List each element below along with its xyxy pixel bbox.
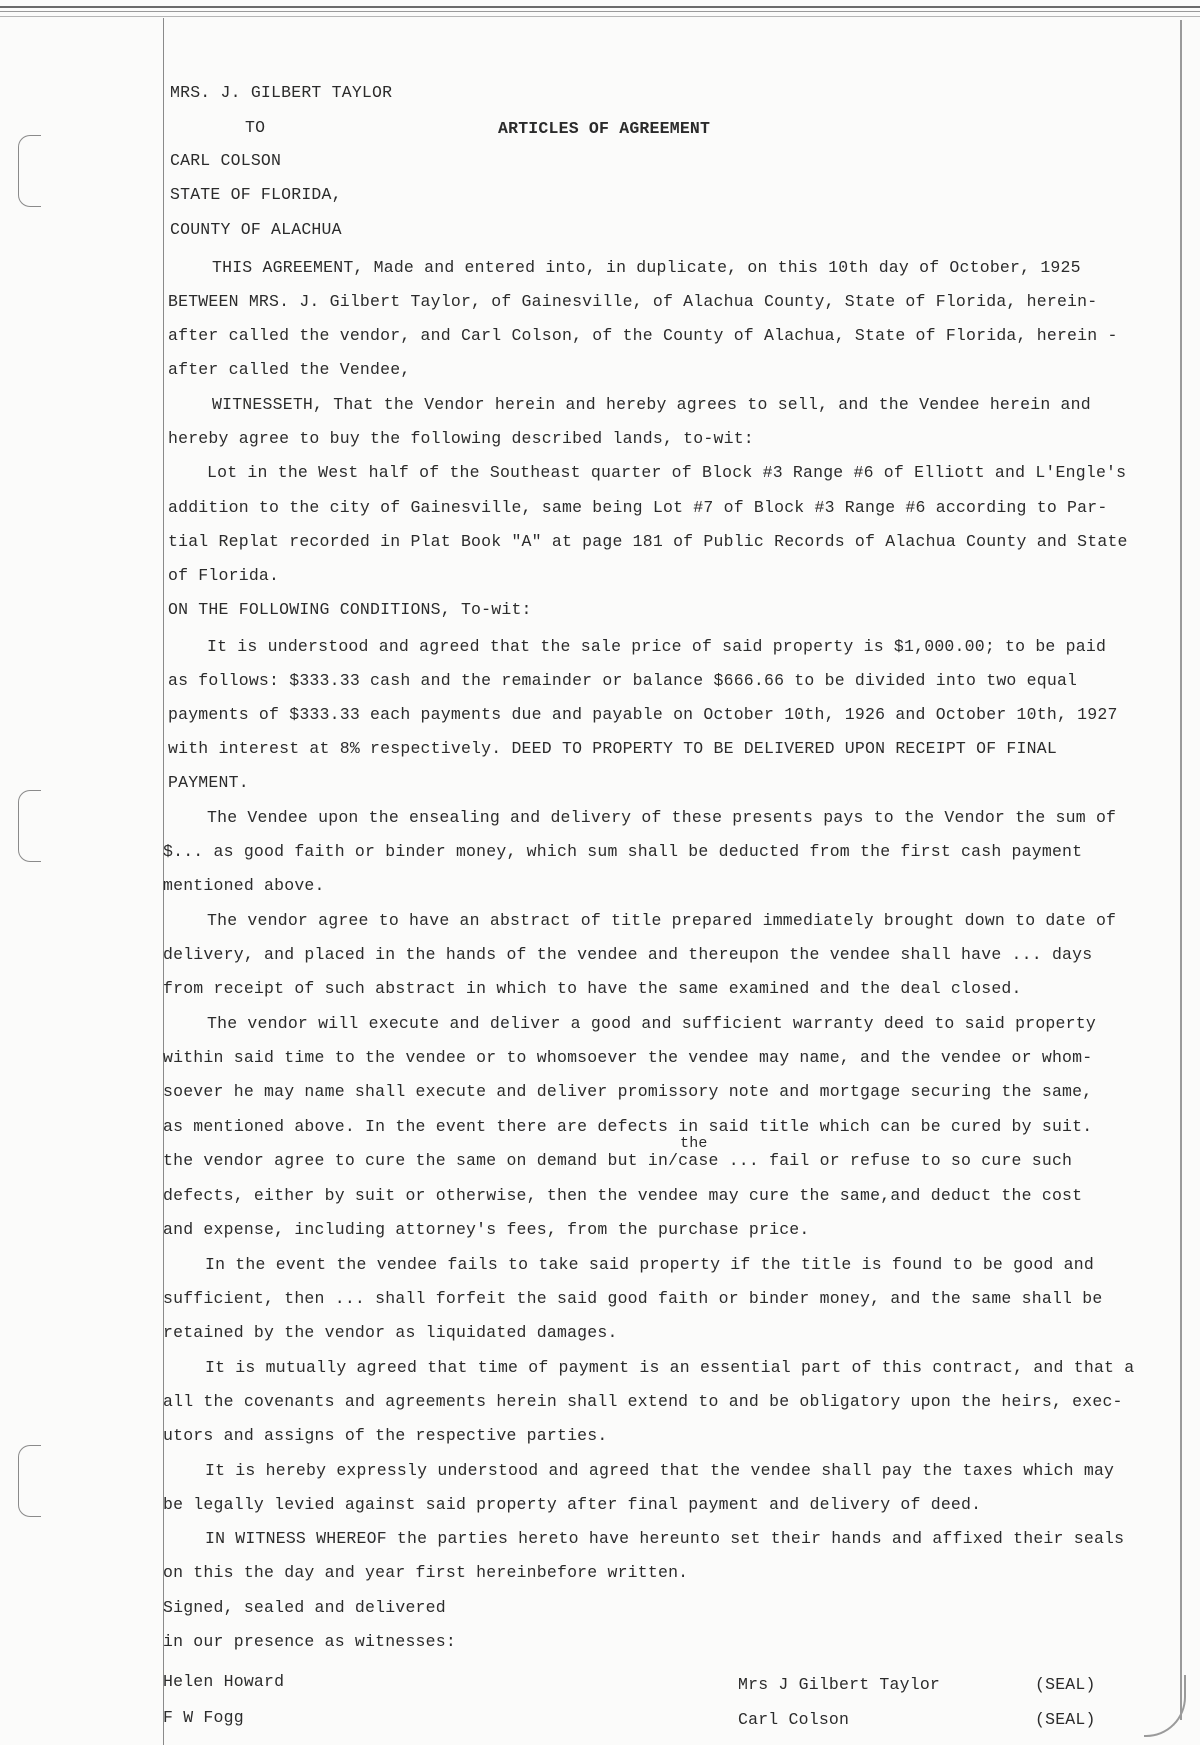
body-line: BETWEEN MRS. J. Gilbert Taylor, of Gainesville, of Alachua County, State of Florida, herein- xyxy=(168,292,1098,311)
body-line: in our presence as witnesses: xyxy=(163,1632,456,1651)
body-line: soever he may name shall execute and deliver promissory note and mortgage securing the same, xyxy=(163,1082,1093,1101)
binder-hole-mark xyxy=(18,135,41,207)
right-page-edge xyxy=(1180,20,1182,1720)
page-curl xyxy=(1144,1675,1186,1737)
top-border-line xyxy=(0,6,1200,8)
body-line: hereby agree to buy the following described lands, to-wit: xyxy=(168,429,754,448)
body-line: IN WITNESS WHEREOF the parties hereto have hereunto set their hands and affixed their seals xyxy=(205,1529,1125,1548)
body-line: and expense, including attorney's fees, from the purchase price. xyxy=(163,1220,810,1239)
body-line: after called the vendor, and Carl Colson, of the County of Alachua, State of Florida, herein - xyxy=(168,326,1118,345)
body-line: defects, either by suit or otherwise, then the vendee may cure the same,and deduct the cost xyxy=(163,1186,1083,1205)
body-line: The Vendee upon the ensealing and delivery of these presents pays to the Vendor the sum of xyxy=(207,808,1117,827)
body-line: mentioned above. xyxy=(163,876,325,895)
witness-signature: Helen Howard xyxy=(163,1672,285,1691)
document-title: ARTICLES OF AGREEMENT xyxy=(498,119,711,138)
body-line: $... as good faith or binder money, which sum shall be deducted from the first cash payment xyxy=(163,842,1083,861)
body-line: all the covenants and agreements herein shall extend to and be obligatory upon the heirs, exec- xyxy=(163,1392,1123,1411)
body-line: Lot in the West half of the Southeast quarter of Block #3 Range #6 of Elliott and L'Engle's xyxy=(207,463,1127,482)
body-line: of Florida. xyxy=(168,566,280,585)
to-label: TO xyxy=(245,118,266,137)
body-line: payments of $333.33 each payments due and payable on October 10th, 1926 and October 10th, 1927 xyxy=(168,705,1118,724)
section-heading: ON THE FOLLOWING CONDITIONS, To-wit: xyxy=(168,600,532,619)
body-line: It is understood and agreed that the sale price of said property is $1,000.00; to be paid xyxy=(207,637,1107,656)
party-signature: Mrs J Gilbert Taylor xyxy=(738,1675,941,1694)
body-line: THIS AGREEMENT, Made and entered into, in duplicate, on this 10th day of October, 1925 xyxy=(212,258,1081,277)
body-line: on this the day and year first hereinbefore written. xyxy=(163,1563,689,1582)
top-border-line xyxy=(0,11,1200,12)
body-line: Signed, sealed and delivered xyxy=(163,1598,446,1617)
body-line: The vendor will execute and deliver a good and sufficient warranty deed to said property xyxy=(207,1014,1096,1033)
body-line: delivery, and placed in the hands of the vendee and thereupon the vendee shall have ... days xyxy=(163,945,1093,964)
body-line: from receipt of such abstract in which to have the same examined and the deal closed. xyxy=(163,979,1022,998)
binder-hole-mark xyxy=(18,1445,41,1517)
body-line: It is mutually agreed that time of payment is an essential part of this contract, and that a xyxy=(205,1358,1135,1377)
body-line: after called the Vendee, xyxy=(168,360,411,379)
party-signature: Carl Colson xyxy=(738,1710,850,1729)
body-line: utors and assigns of the respective parties. xyxy=(163,1426,608,1445)
party-from: MRS. J. GILBERT TAYLOR xyxy=(170,83,393,102)
interlinear-insertion: the xyxy=(680,1135,708,1152)
body-line: as mentioned above. In the event there are defects in said title which can be cured by suit. xyxy=(163,1117,1093,1136)
top-border-line xyxy=(0,16,1200,17)
body-line: The vendor agree to have an abstract of title prepared immediately brought down to date of xyxy=(207,911,1117,930)
body-line: WITNESSETH, That the Vendor herein and hereby agrees to sell, and the Vendee herein and xyxy=(212,395,1091,414)
body-line: addition to the city of Gainesville, same being Lot #7 of Block #3 Range #6 according to Par- xyxy=(168,498,1108,517)
body-line: the vendor agree to cure the same on demand but in/case ... fail or refuse to so cure such xyxy=(163,1151,1073,1170)
body-line: within said time to the vendee or to whomsoever the vendee may name, and the vendee or whom- xyxy=(163,1048,1093,1067)
body-line: retained by the vendor as liquidated damages. xyxy=(163,1323,618,1342)
seal-label: (SEAL) xyxy=(1035,1710,1096,1729)
body-line: It is hereby expressly understood and agreed that the vendee shall pay the taxes which may xyxy=(205,1461,1115,1480)
party-to: CARL COLSON xyxy=(170,151,282,170)
seal-label: (SEAL) xyxy=(1035,1675,1096,1694)
body-line: PAYMENT. xyxy=(168,773,249,792)
body-line: In the event the vendee fails to take said property if the title is found to be good and xyxy=(205,1255,1094,1274)
binder-hole-mark xyxy=(18,790,41,862)
body-line: with interest at 8% respectively. DEED TO PROPERTY TO BE DELIVERED UPON RECEIPT OF FINAL xyxy=(168,739,1057,758)
body-line: tial Replat recorded in Plat Book "A" at page 181 of Public Records of Alachua County and State xyxy=(168,532,1128,551)
body-line: be legally levied against said property after final payment and delivery of deed. xyxy=(163,1495,982,1514)
county-line: COUNTY OF ALACHUA xyxy=(170,220,342,239)
witness-signature: F W Fogg xyxy=(163,1708,244,1727)
state-line: STATE OF FLORIDA, xyxy=(170,185,342,204)
body-line: as follows: $333.33 cash and the remainder or balance $666.66 to be divided into two equal xyxy=(168,671,1078,690)
body-line: sufficient, then ... shall forfeit the said good faith or binder money, and the same shall be xyxy=(163,1289,1103,1308)
